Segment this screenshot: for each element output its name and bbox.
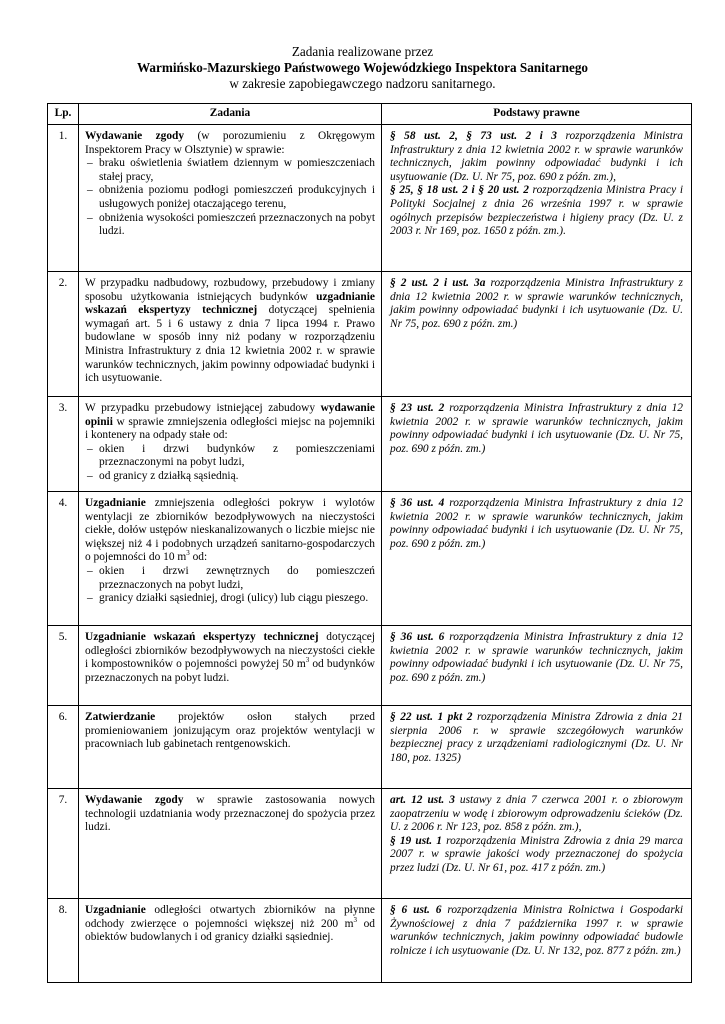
task-bullet: – braku oświetlenia światłem dziennym w pomieszczeniach stałej pracy, <box>85 157 375 184</box>
task-cell <box>79 899 382 983</box>
task-bullet-list <box>85 565 375 606</box>
task-bullet: – obniżenia poziomu podłogi pomieszczeń produkcyjnych i usługowych poniżej otaczającego terenu, <box>85 184 375 211</box>
legal-basis-cell <box>382 125 692 272</box>
task-keyword: uzgadnianie wskazań ekspertyzy technicznej <box>85 290 375 317</box>
table-row <box>48 397 692 492</box>
task-cell <box>79 125 382 272</box>
legal-reference: § 2 ust. 2 i ust. 3a rozporządzenia Ministra Infrastruktury z dnia 12 kwietnia 2002 r. w sprawie warunków technicznych, jakim powinny odpowiadać budynki i ich usytuowanie (Dz. U. Nr 75, poz. 690 z późn. zm.) <box>390 277 683 330</box>
task-bullet-list <box>85 443 375 484</box>
table-row <box>48 492 692 626</box>
legal-reference: § 19 ust. 1 rozporządzenia Ministra Zdrowia z dnia 29 marca 2007 r. w sprawie jakości wody przeznaczonej do spożycia przez ludzi (Dz. U. Nr 61, poz. 417 z późn. zm.) <box>390 834 684 874</box>
legal-reference: § 36 ust. 6 rozporządzenia Ministra Infrastruktury z dnia 12 kwietnia 2002 r. w sprawie warunków technicznych, jakim powinny odpowiadać budynki i ich usytuowanie (Dz. U. Nr 75, poz. 690 z późn. zm.) <box>390 631 683 684</box>
task-keyword: Wydawanie zgody <box>85 794 184 806</box>
legal-reference: art. 12 ust. 3 ustawy z dnia 7 czerwca 2001 r. o zbiorowym zaopatrzeniu w wodę i zbiorowym odprowadzeniu ścieków (Dz. U. z 2006 r. Nr 123, poz. 858 z późn. zm.), <box>390 794 683 834</box>
task-bullet: – granicy działki sąsiedniej, drogi (ulicy) lub ciągu pieszego. <box>85 592 375 606</box>
row-number: 4. <box>48 492 79 626</box>
legal-basis-cell <box>382 789 692 899</box>
task-text: Wydawanie zgody w sprawie zastosowania nowych technologii uzdatniania wody przeznaczonej do spożycia przez ludzi. <box>85 794 375 834</box>
task-cell <box>79 626 382 706</box>
column-header-podstawy: Podstawy prawne <box>382 104 692 125</box>
task-bullet: – okien i drzwi budynków z pomieszczeniami przeznaczonymi na pobyt ludzi, <box>85 443 375 470</box>
legal-basis-cell <box>382 397 692 492</box>
task-bullet-list <box>85 157 375 239</box>
legal-reference: § 22 ust. 1 pkt 2 rozporządzenia Ministra Zdrowia z dnia 21 sierpnia 2006 r. w sprawie szczegółowych warunków bezpiecznej pracy z urządzeniami radiologicznymi (Dz. U. Nr 180, poz. 1325) <box>390 711 683 764</box>
legal-basis-cell <box>382 626 692 706</box>
legal-reference: § 58 ust. 2, § 73 ust. 2 i 3 rozporządzenia Ministra Infrastruktury z dnia 12 kwietnia 2002 r. w sprawie warunków technicznych, jakim powinny odpowiadać budynki i ich usytuowanie (Dz. U. Nr 75, poz. 690 z późn. zm.), <box>390 130 683 183</box>
task-text: Uzgadnianie zmniejszenia odległości pokryw i wylotów wentylacji ze zbiorników bezodpływowych na nieczystości ciekłe, dołów ustępów nieskanalizowanych o liczbie miejsc nie większej niż 4 i podobnych urządzeń sanitarno-gospodarczych o pojemności do 10 $m^3$ od: <box>85 497 375 564</box>
header-line-2: Warmińsko-Mazurskiego Państwowego Wojewódzkiego Inspektora Sanitarnego <box>136 60 589 75</box>
column-header-zadania: Zadania <box>79 104 382 125</box>
legal-basis-cell <box>382 706 692 789</box>
task-keyword: wydawanie opinii <box>85 402 375 428</box>
task-text: W przypadku nadbudowy, rozbudowy, przebudowy i zmiany sposobu użytkowania istniejących budynków uzgadnianie wskazań ekspertyzy technicznej dotyczącej spełnienia wymagań art. 5 i 6 ustawy z dnia 7 lipca 1994 r. Prawo budowlane w sposób inny niż podany w rozporządzeniu Ministra Infrastruktury z dnia 12 kwietnia 2002 r. w sprawie warunków technicznych, jakim powinny odpowiadać budynki i ich usytuowanie. <box>85 277 375 385</box>
task-cell <box>79 789 382 899</box>
tasks-table <box>47 103 692 983</box>
task-text: Wydawanie zgody (w porozumieniu z Okręgowym Inspektorem Pracy w Olsztynie) w sprawie: <box>85 130 375 156</box>
legal-basis-cell <box>382 492 692 626</box>
task-cell <box>79 397 382 492</box>
header-line-3: w zakresie zapobiegawczego nadzoru sanitarnego. <box>229 76 496 91</box>
task-bullet: – okien i drzwi zewnętrznych do pomieszczeń przeznaczonych na pobyt ludzi, <box>85 565 375 592</box>
task-keyword: Zatwierdzanie <box>85 711 156 723</box>
header-line-1: Zadania realizowane przez <box>291 44 434 59</box>
task-text: Uzgadnianie odległości otwartych zbiorników na płynne odchody zwierzęce o pojemności większej niż 200 $m^3$ od obiektów budowlanych i od granicy działki sąsiedniej. <box>85 904 375 944</box>
task-bullet: – obniżenia wysokości pomieszczeń przeznaczonych na pobyt ludzi. <box>85 212 375 239</box>
task-keyword: Uzgadnianie <box>85 904 146 916</box>
task-cell <box>79 706 382 789</box>
table-header-row <box>48 104 692 125</box>
legal-reference: § 36 ust. 4 rozporządzenia Ministra Infrastruktury z dnia 12 kwietnia 2002 r. w sprawie warunków technicznych, jakim powinny odpowiadać budynki i ich usytuowanie (Dz. U. Nr 75, poz. 690 z późn. zm.) <box>390 497 683 550</box>
row-number: 1. <box>48 125 79 272</box>
table-row <box>48 125 692 272</box>
legal-reference: § 25, § 18 ust. 2 i § 20 ust. 2 rozporządzenia Ministra Pracy i Polityki Socjalnej z dnia 26 września 1997 r. w sprawie ogólnych przepisów bezpieczeństwa i higieny pracy (Dz. U. z 2003 r. Nr 169, poz. 1650 z późn. zm.). <box>390 184 683 238</box>
task-bullet: – od granicy z działką sąsiednią. <box>85 470 375 484</box>
table-row <box>48 899 692 983</box>
row-number: 6. <box>48 706 79 789</box>
task-text: Zatwierdzanie projektów osłon stałych przed promieniowaniem jonizującym oraz projektów wentylacji w pracowniach lub gabinetach rentgenowskich. <box>85 711 375 751</box>
legal-basis-cell <box>382 272 692 397</box>
task-cell <box>79 272 382 397</box>
row-number: 5. <box>48 626 79 706</box>
table-row <box>48 626 692 706</box>
task-cell <box>79 492 382 626</box>
table-row <box>48 272 692 397</box>
table-row <box>48 706 692 789</box>
row-number: 7. <box>48 789 79 899</box>
task-text: W przypadku przebudowy istniejącej zabudowy wydawanie opinii w sprawie zmniejszenia odległości miejsc na pojemniki i kontenery na odpady stałe od: <box>85 402 375 442</box>
table-row <box>48 789 692 899</box>
task-keyword: Wydawanie zgody <box>85 130 185 142</box>
row-number: 8. <box>48 899 79 983</box>
task-keyword: Uzgadnianie wskazań ekspertyzy technicznej <box>85 631 319 643</box>
task-keyword: Uzgadnianie <box>85 497 146 509</box>
column-header-lp: Lp. <box>48 104 79 125</box>
legal-basis-cell <box>382 899 692 983</box>
legal-reference: § 6 ust. 6 rozporządzenia Ministra Rolnictwa i Gospodarki Żywnościowej z dnia 7 października 1997 r. w sprawie warunków technicznych, jakim powinny odpowiadać budowle rolnicze i ich usytuowanie (Dz. U. Nr 132, poz. 877 z późn. zm.) <box>390 904 683 957</box>
document-header <box>0 44 725 92</box>
row-number: 2. <box>48 272 79 397</box>
legal-reference: § 23 ust. 2 rozporządzenia Ministra Infrastruktury z dnia 12 kwietnia 2002 r. w sprawie warunków technicznych, jakim powinny odpowiadać budynki i ich usytuowanie (Dz. U. Nr 75, poz. 690 z późn. zm.) <box>390 402 683 455</box>
task-text: Uzgadnianie wskazań ekspertyzy technicznej dotyczącej odległości zbiorników bezodpływowych na nieczystości ciekłe i kompostowników o pojemności powyżej 50 $m^3$ od budynków przeznaczonych na pobyt ludzi. <box>85 631 375 684</box>
row-number: 3. <box>48 397 79 492</box>
